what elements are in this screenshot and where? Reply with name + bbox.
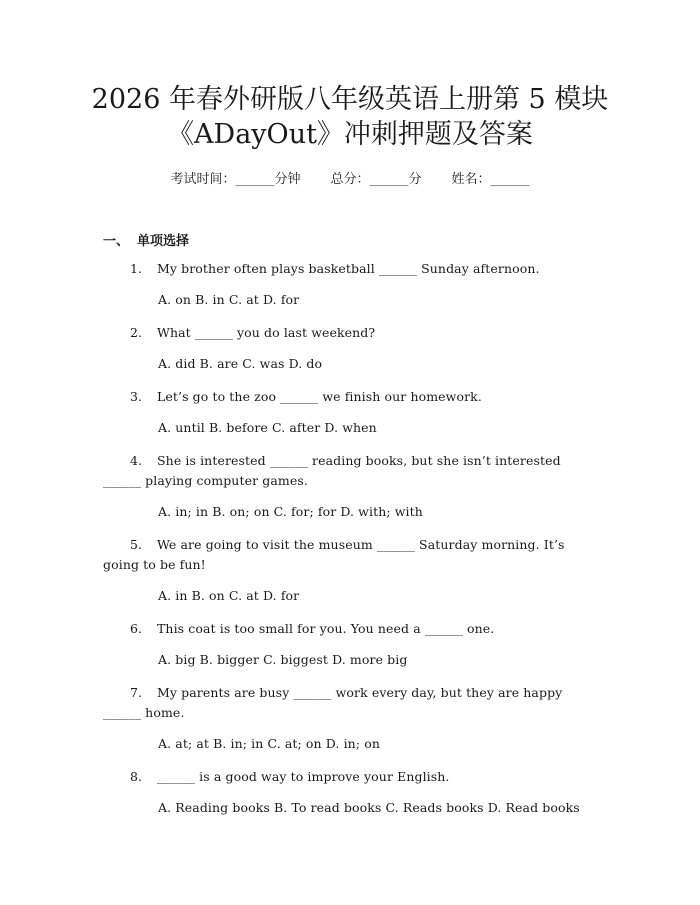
section-number: 一、	[103, 234, 130, 249]
question-7-options: A. at; at B. in; in C. at; on D. in; on	[158, 736, 380, 751]
section-title: 单项选择	[137, 234, 190, 249]
question-number: 5.	[130, 537, 143, 552]
question-text: My brother often plays basketball ______ Sunday afternoon.	[157, 261, 540, 276]
question-text: She is interested ______ reading books, but she isn’t interested	[157, 453, 561, 468]
section-heading	[103, 230, 189, 249]
question-5	[103, 535, 603, 575]
question-number: 2.	[130, 325, 143, 340]
question-8-options: A. Reading books B. To read books C. Reads books D. Read books	[158, 800, 580, 815]
question-1-options: A. on B. in C. at D. for	[158, 292, 300, 307]
question-number: 4.	[130, 453, 143, 468]
question-text: This coat is too small for you. You need a ______ one.	[157, 621, 495, 636]
question-number: 6.	[130, 621, 143, 636]
question-5-options: A. in B. on C. at D. for	[158, 588, 300, 603]
exam-info	[0, 168, 700, 187]
question-8	[103, 767, 603, 787]
question-text: We are going to visit the museum ______ Saturday morning. It’s	[157, 537, 565, 552]
question-1	[103, 259, 603, 279]
question-4	[103, 451, 603, 491]
document-title-line2: 《ADayOut》冲刺押题及答案	[167, 119, 533, 150]
question-6	[103, 619, 603, 639]
question-text-continued: ______ home.	[103, 705, 185, 720]
question-7	[103, 683, 603, 723]
question-text-continued: ______ playing computer games.	[103, 473, 308, 488]
question-text: What ______ you do last weekend?	[157, 325, 376, 340]
question-number: 8.	[130, 769, 143, 784]
question-text: Let’s go to the zoo ______ we finish our homework.	[157, 389, 482, 404]
document-title-line1: 2026 年春外研版八年级英语上册第 5 模块	[91, 84, 609, 115]
exam-time-label: 考试时间：______分钟	[170, 172, 301, 187]
question-3	[103, 387, 603, 407]
question-3-options: A. until B. before C. after D. when	[158, 420, 377, 435]
question-2	[103, 323, 603, 343]
question-2-options: A. did B. are C. was D. do	[158, 356, 323, 371]
question-text-continued: going to be fun!	[103, 557, 206, 572]
question-text: ______ is a good way to improve your English.	[157, 769, 450, 784]
student-name-label: 姓名：______	[451, 172, 530, 187]
question-number: 3.	[130, 389, 143, 404]
total-score-label: 总分：______分	[330, 172, 422, 187]
question-text: My parents are busy ______ work every day, but they are happy	[157, 685, 563, 700]
question-number: 1.	[130, 261, 143, 276]
question-6-options: A. big B. bigger C. biggest D. more big	[158, 652, 408, 667]
question-4-options: A. in; in B. on; on C. for; for D. with; with	[158, 504, 423, 519]
question-number: 7.	[130, 685, 143, 700]
